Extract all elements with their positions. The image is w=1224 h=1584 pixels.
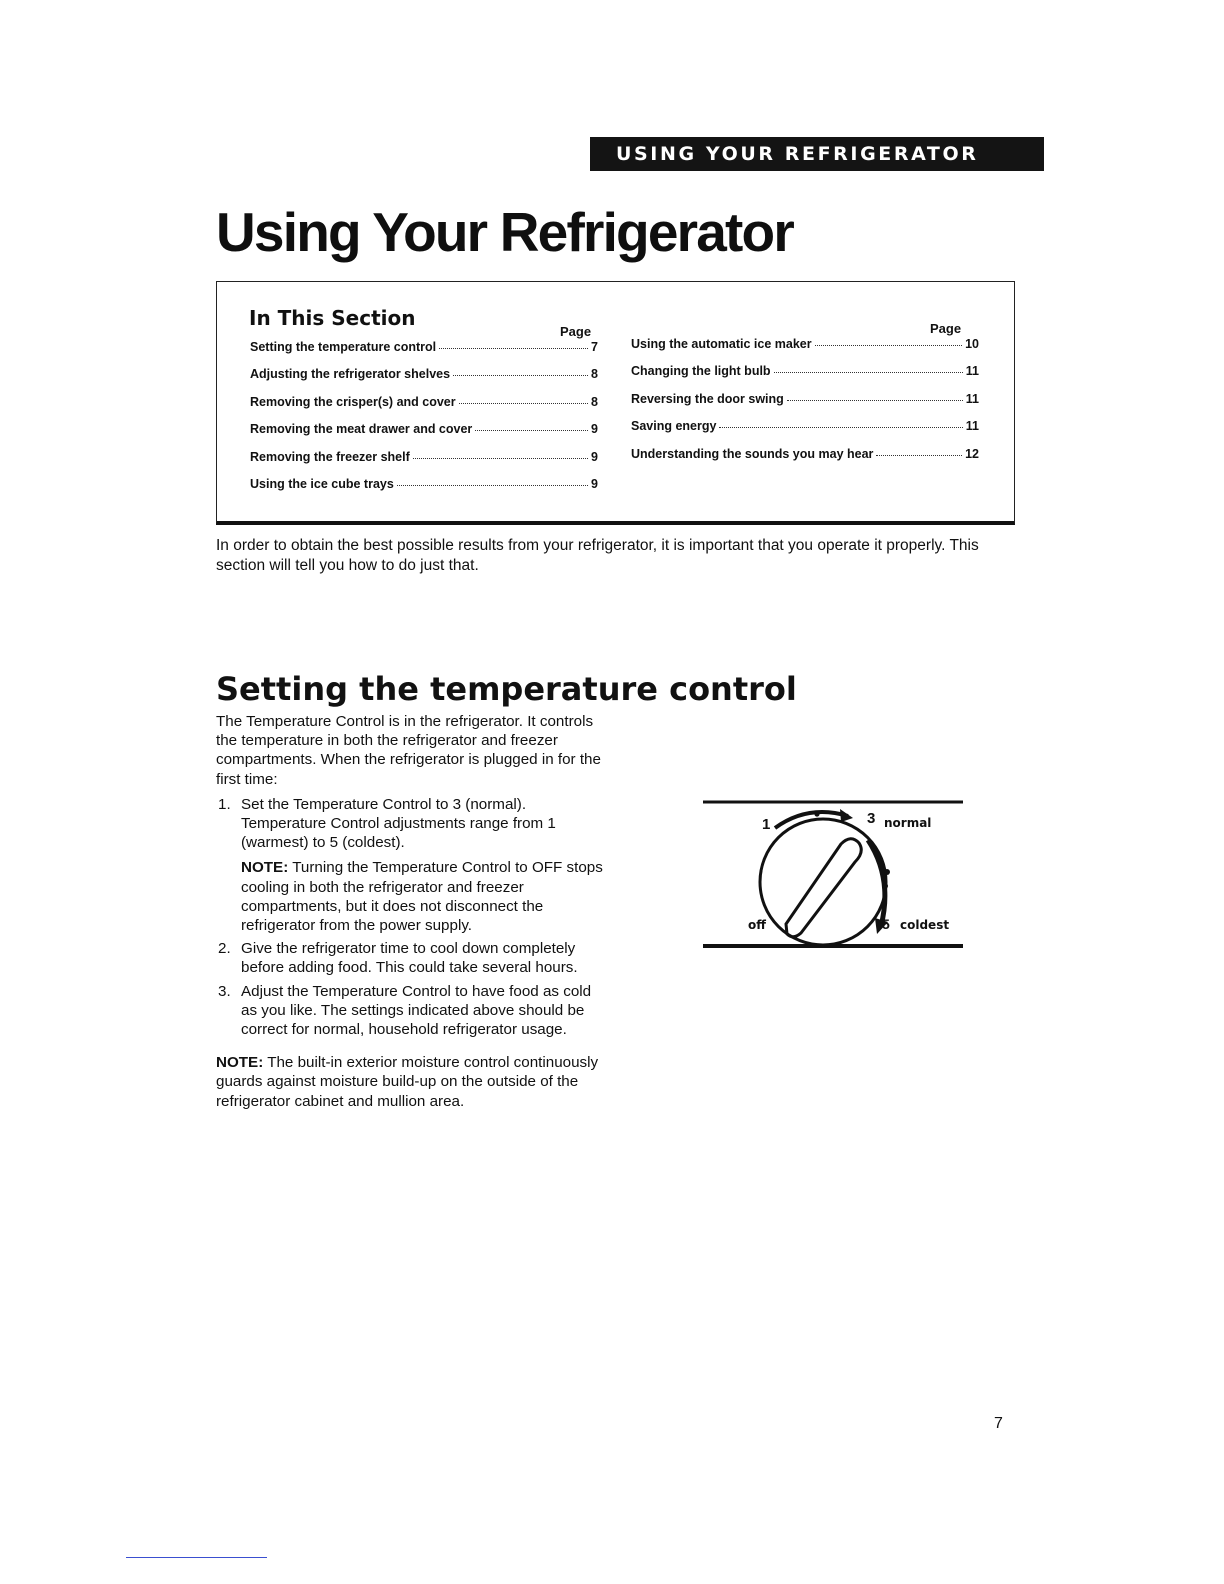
dial-label-5: 5 (882, 916, 890, 932)
note-text: The built-in exterior moisture control continuously guards against moisture build-up on the outside of the refrigerator cabinet and mullion area. (216, 1054, 599, 1110)
toc-entry: Changing the light bulb 11 (631, 364, 979, 379)
knob-grip (786, 839, 861, 937)
footer-rule (126, 1557, 267, 1558)
list-item (216, 795, 606, 935)
toc-entry: Adjusting the refrigerator shelves 8 (250, 367, 598, 382)
temperature-dial-diagram (703, 798, 963, 953)
step-note (241, 858, 606, 935)
step-text: Give the refrigerator time to cool down completely before adding food. This could take several hours. (241, 940, 578, 977)
step-number: 3. (218, 982, 231, 1000)
dial-label-normal: normal (884, 816, 932, 830)
setting-dot (884, 869, 890, 875)
toc-entry: Removing the crisper(s) and cover 8 (250, 394, 598, 409)
page-title: Using Your Refrigerator (216, 201, 793, 263)
toc-entry: Understanding the sounds you may hear 12 (631, 446, 979, 461)
dial-label-off: off (748, 918, 766, 932)
step-number: 2. (218, 940, 231, 958)
step-text: Set the Temperature Control to 3 (normal). Temperature Control adjustments range from 1 (warmest) to 5 (coldest). (241, 795, 556, 852)
toc-heading: In This Section (249, 306, 416, 330)
list-item (216, 982, 606, 1040)
toc-column-right (631, 337, 979, 474)
section-heading: Setting the temperature control (216, 670, 797, 708)
dial-label-3: 3 (867, 810, 876, 827)
step-number: 1. (218, 795, 231, 813)
note-label: NOTE: (241, 859, 289, 877)
section-body (216, 712, 606, 1111)
section-lead: The Temperature Control is in the refrigerator. It controls the temperature in both the refrigerator and freezer compartments. When the refrigerator is plugged in for the first time: (216, 713, 601, 788)
setting-dot (814, 811, 819, 816)
dial-circle (760, 819, 886, 945)
toc-column-left (250, 340, 598, 504)
toc-entry: Using the ice cube trays 9 (250, 476, 598, 491)
toc-entry: Removing the meat drawer and cover 9 (250, 422, 598, 437)
setting-dot (882, 883, 888, 889)
steps-list (216, 795, 606, 1039)
toc-entry: Removing the freezer shelf 9 (250, 449, 598, 464)
note-label: NOTE: (216, 1054, 264, 1072)
list-item (216, 939, 606, 977)
page-number: 7 (994, 1415, 1003, 1432)
note-text: Turning the Temperature Control to OFF stops cooling in both the refrigerator and freezer compartments, but it does not disconnect the refrigerator from the power supply. (241, 859, 603, 935)
in-this-section-box (216, 281, 1015, 525)
section-banner-text: USING YOUR REFRIGERATOR (616, 143, 979, 165)
toc-entry: Setting the temperature control 7 (250, 340, 598, 354)
toc-page-label-left: Page (560, 324, 592, 339)
step-text: Adjust the Temperature Control to have food as cold as you like. The settings indicated above should be correct for normal, household refrigerator usage. (241, 982, 592, 1039)
section-banner (590, 137, 1044, 171)
temperature-dial-figure (703, 798, 963, 953)
toc-entry: Saving energy 11 (631, 419, 979, 434)
final-note (216, 1053, 606, 1111)
dial-label-1: 1 (762, 816, 771, 833)
toc-page-label-right: Page (930, 321, 962, 336)
toc-entry: Reversing the door swing 11 (631, 391, 979, 406)
intro-paragraph: In order to obtain the best possible results from your refrigerator, it is important that you operate it properly. This section will tell you how to do just that. (216, 537, 979, 574)
arrow-head-icon (840, 809, 853, 822)
dial-label-coldest: coldest (900, 918, 950, 932)
toc-entry: Using the automatic ice maker 10 (631, 337, 979, 351)
